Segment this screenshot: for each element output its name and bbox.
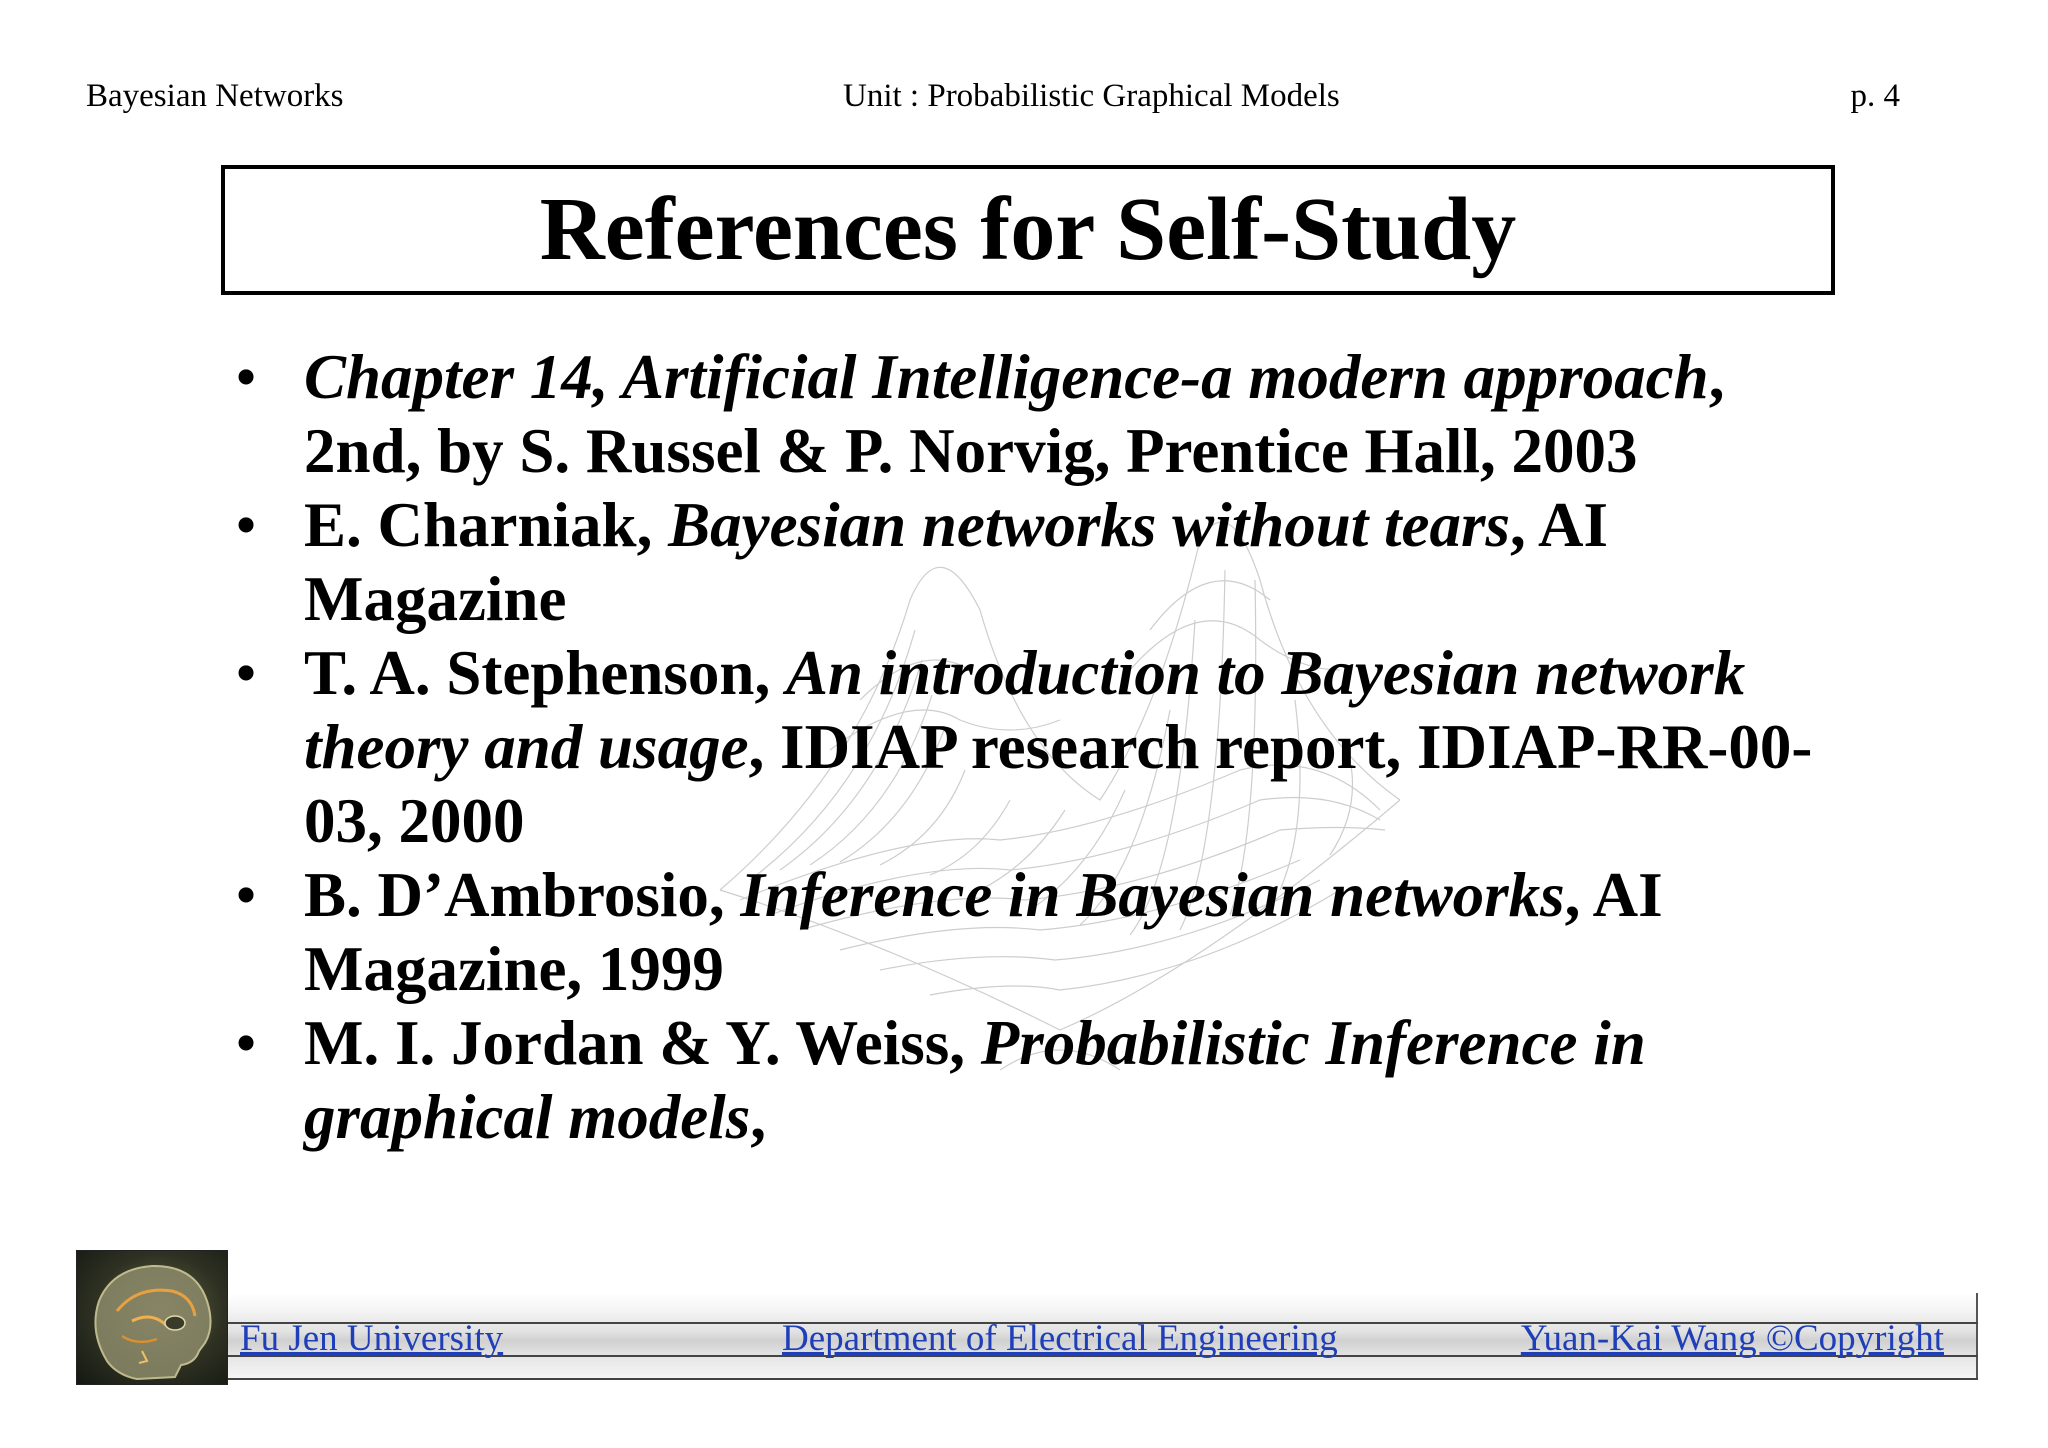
list-item xyxy=(225,488,1845,636)
page-number: p. 4 xyxy=(1850,78,1900,114)
header-unit-title: Unit : Probabilistic Graphical Models xyxy=(843,78,1340,114)
reference-author: T. A. Stephenson, xyxy=(304,638,786,708)
reference-list xyxy=(225,340,1845,1154)
reference-title: Inference in Bayesian networks xyxy=(740,860,1565,930)
reference-author: B. D’Ambrosio, xyxy=(304,860,741,930)
bullet: • xyxy=(235,342,258,412)
page-title: References for Self-Study xyxy=(539,180,1517,279)
bullet: • xyxy=(235,638,258,708)
reference-author: M. I. Jordan & Y. Weiss, xyxy=(304,1008,981,1078)
head-xray-logo-icon xyxy=(76,1250,228,1385)
reference-details: , 2nd, by S. Russel & P. Norvig, Prentice Hall, 2003 xyxy=(304,342,1725,486)
bullet: • xyxy=(235,490,258,560)
list-item xyxy=(225,636,1845,858)
reference-author: E. Charniak, xyxy=(304,490,669,560)
footer-university-link[interactable]: Fu Jen University xyxy=(240,1318,504,1359)
reference-title: Chapter 14, Artificial Intelligence-a modern approach xyxy=(304,342,1709,412)
reference-title: An introduction to Bayesian network theory and usage xyxy=(304,638,1746,782)
bullet: • xyxy=(235,1008,258,1078)
list-item xyxy=(225,858,1845,1006)
reference-title: Bayesian networks without tears xyxy=(668,490,1511,560)
list-item xyxy=(225,340,1845,488)
list-item xyxy=(225,1006,1845,1154)
footer-divider xyxy=(225,1378,1978,1380)
header-course-title: Bayesian Networks xyxy=(86,78,344,114)
reference-details: , IDIAP research report, IDIAP-RR-00-03, 2000 xyxy=(304,712,1813,856)
footer-copyright-link[interactable]: Yuan-Kai Wang ©Copyright xyxy=(1520,1318,1944,1359)
reference-details: , xyxy=(750,1082,767,1152)
title-box xyxy=(221,165,1835,295)
reference-details: , AI Magazine, 1999 xyxy=(304,860,1663,1004)
bullet: • xyxy=(235,860,258,930)
reference-details: , AI Magazine xyxy=(304,490,1609,634)
footer-department-link[interactable]: Department of Electrical Engineering xyxy=(782,1318,1338,1359)
reference-title: Probabilistic Inference in graphical models xyxy=(304,1008,1646,1152)
